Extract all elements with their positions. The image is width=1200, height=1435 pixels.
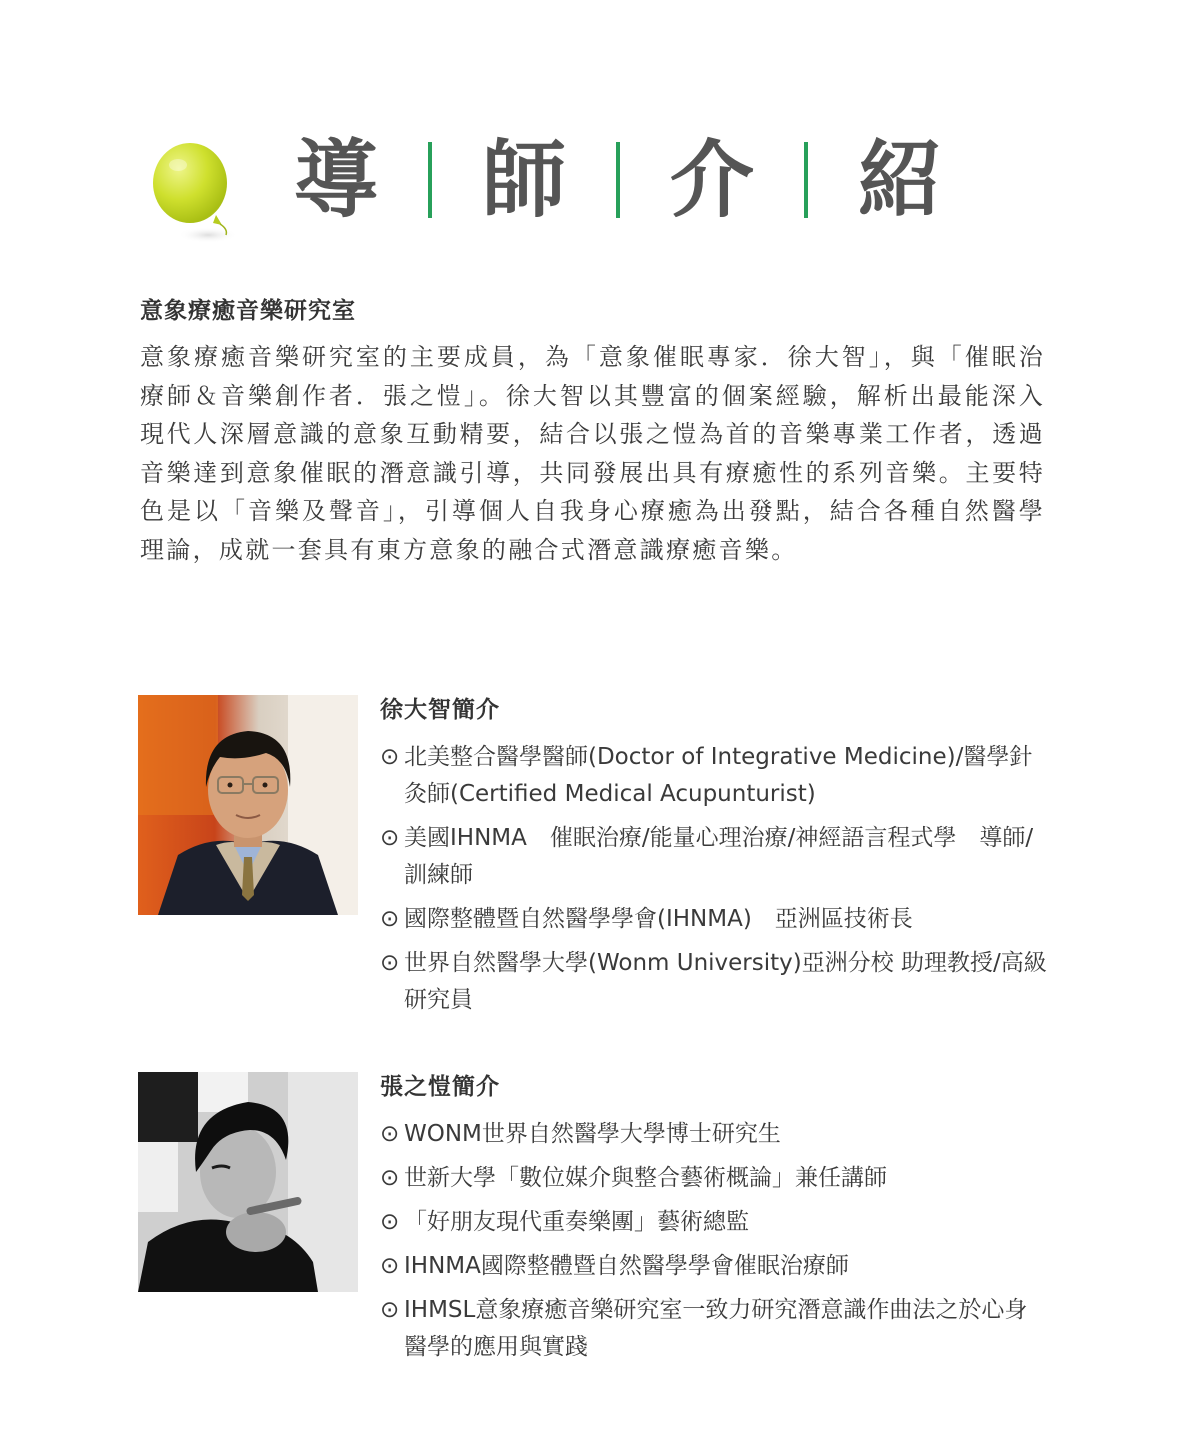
credential-text: 北美整合醫學醫師(Doctor of Integrative Medicine)/醫學針灸師(Certified Medical Acupunturist) <box>404 744 1033 807</box>
title-char: 紹 <box>857 130 942 229</box>
balloon-icon <box>150 135 240 245</box>
profile-name: 張之愷簡介 <box>380 1074 500 1100</box>
list-item <box>380 945 1048 1019</box>
credential-text: 美國IHNMA 催眠治療/能量心理治療/神經語言程式學 導師/訓練師 <box>404 825 1034 888</box>
bullet-icon: ⊙ <box>380 744 400 770</box>
page-header <box>150 125 1050 245</box>
credential-text: 世界自然醫學大學(Wonm University)亞洲分校 助理教授/高級研究員 <box>404 950 1047 1013</box>
credential-text: 國際整體暨自然醫學學會(IHNMA) 亞洲區技術長 <box>404 906 913 932</box>
credentials-list <box>380 739 1048 1019</box>
list-item <box>380 820 1048 894</box>
bullet-icon: ⊙ <box>380 950 400 976</box>
bullet-icon: ⊙ <box>380 906 400 932</box>
profile-details <box>380 1072 1048 1373</box>
list-item <box>380 1204 1048 1241</box>
profile-details <box>380 695 1048 1026</box>
intro-body: 意象療癒音樂研究室的主要成員，為「意象催眠專家．徐大智」，與「催眠治療師＆音樂創作者．張之愷」。徐大智以其豐富的個案經驗，解析出最能深入現代人深層意識的意象互動精要，結合以張之愷為首的音樂專業工作者，透過音樂達到意象催眠的潛意識引導，共同發展出具有療癒性的系列音樂。主要特色是以「音樂及聲音」，引導個人自我身心療癒為出發點，結合各種自然醫學理論，成就一套具有東方意象的融合式潛意識療癒音樂。 <box>140 343 1045 564</box>
title-divider <box>616 142 620 218</box>
list-item <box>380 1292 1048 1366</box>
profile-name: 徐大智簡介 <box>380 697 500 723</box>
credentials-list <box>380 1116 1048 1366</box>
title-char: 介 <box>669 130 754 229</box>
list-item <box>380 1160 1048 1197</box>
intro-heading: 意象療癒音樂研究室 <box>140 298 356 324</box>
credential-text: 世新大學「數位媒介與整合藝術概論」兼任講師 <box>404 1165 887 1191</box>
bullet-icon: ⊙ <box>380 1297 400 1323</box>
bullet-icon: ⊙ <box>380 1165 400 1191</box>
credential-text: IHMSL意象療癒音樂研究室一致力研究潛意識作曲法之於心身醫學的應用與實踐 <box>404 1297 1028 1360</box>
page-title <box>288 125 948 235</box>
credential-text: WONM世界自然醫學大學博士研究生 <box>404 1121 781 1147</box>
bullet-icon: ⊙ <box>380 1121 400 1147</box>
list-item <box>380 739 1048 813</box>
title-divider <box>804 142 808 218</box>
portrait-photo-bw <box>138 1072 358 1292</box>
bullet-icon: ⊙ <box>380 1253 400 1279</box>
title-char: 師 <box>481 130 566 229</box>
bullet-icon: ⊙ <box>380 825 400 851</box>
bullet-icon: ⊙ <box>380 1209 400 1235</box>
title-char: 導 <box>293 130 378 229</box>
credential-text: 「好朋友現代重奏樂團」藝術總監 <box>404 1209 749 1235</box>
list-item <box>380 1116 1048 1153</box>
list-item <box>380 1248 1048 1285</box>
portrait-photo-color <box>138 695 358 915</box>
credential-text: IHNMA國際整體暨自然醫學學會催眠治療師 <box>404 1253 849 1279</box>
title-divider <box>428 142 432 218</box>
list-item <box>380 901 1048 938</box>
